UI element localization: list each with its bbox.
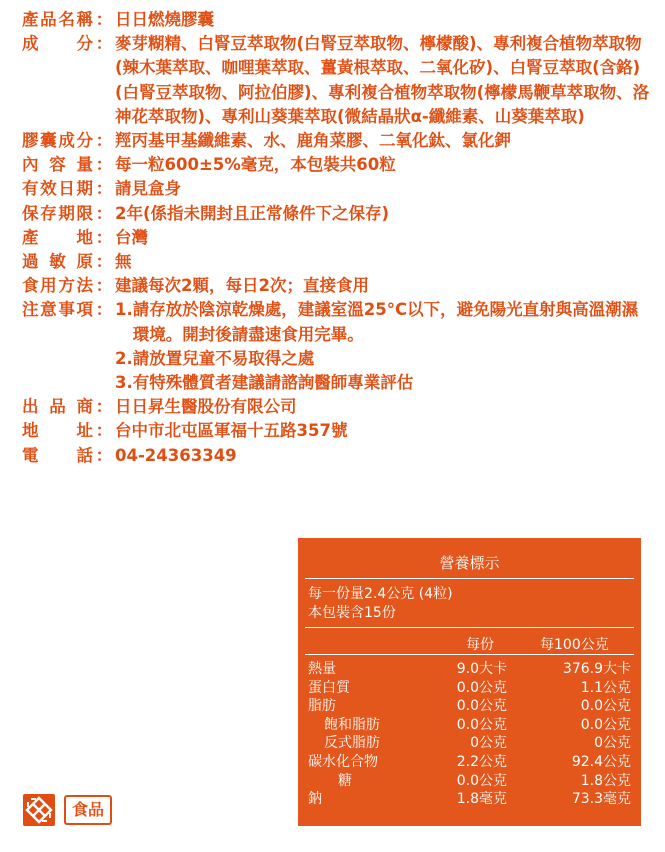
colon: ： (95, 445, 113, 465)
col-per-serving: 每份 (466, 637, 494, 653)
note-item (115, 298, 652, 346)
nutrition-panel (298, 538, 641, 826)
note-text: 請放置兒童不易取得之處 (132, 348, 315, 368)
recycle-icon (22, 793, 56, 827)
nutrient-name: 鈉 (308, 791, 322, 808)
phone: 04-24363349 (115, 445, 237, 465)
per-serving-value: 0.0公克 (456, 698, 507, 715)
label: 有效日期 (22, 179, 93, 199)
col-per-100g: 每100公克 (540, 637, 609, 653)
usage-row (22, 274, 652, 298)
per-100g-value: 0.0公克 (580, 698, 631, 715)
nutrition-row (308, 772, 631, 791)
allergen: 無 (115, 252, 132, 272)
maker: 日日昇生醫股份有限公司 (115, 397, 297, 417)
label: 產品名稱 (22, 10, 93, 29)
colon: ： (95, 397, 113, 417)
per-100g-value: 92.4公克 (571, 753, 631, 770)
label: 注意事項 (22, 300, 93, 320)
servings-per-pack: 本包裝含15份 (308, 605, 396, 621)
label: 保存期限 (22, 203, 93, 223)
label: 出品商 (22, 397, 93, 417)
colon: ： (95, 276, 113, 296)
address: 台中市北屯區軍福十五路357號 (115, 421, 348, 441)
nutrition-row (308, 679, 631, 698)
shelf-row (22, 202, 652, 226)
divider (305, 578, 634, 579)
note-number: 2. (115, 348, 133, 368)
nutrient-name: 糖 (338, 772, 352, 789)
nutrient-name: 飽和脂肪 (324, 716, 380, 733)
address-row (22, 419, 652, 443)
serving-info (308, 585, 453, 623)
note-number: 1. (115, 300, 133, 320)
note-item (115, 371, 652, 395)
notes-row (22, 298, 652, 395)
expiry: 請見盒身 (115, 179, 181, 199)
nutrient-name: 反式脂肪 (324, 735, 380, 752)
per-100g-value: 1.1公克 (580, 679, 631, 696)
nutrition-row (308, 716, 631, 735)
per-100g-value: 1.8公克 (580, 772, 631, 789)
per-100g-value: 73.3毫克 (571, 791, 631, 808)
colon: ： (95, 252, 113, 272)
per-serving-value: 0.0公克 (456, 772, 507, 789)
per-serving-value: 9.0大卡 (456, 661, 507, 677)
per-100g-value: 0公克 (594, 735, 631, 752)
colon: ： (95, 10, 113, 29)
divider (305, 654, 634, 655)
capsule-ingredients: 羥丙基甲基纖維素、水、鹿角菜膠、二氧化鈦、氯化鉀 (115, 131, 511, 151)
shelf-life: 2年(係指未開封且正常條件下之保存) (115, 203, 390, 223)
nutrition-title: 營養標示 (439, 554, 500, 572)
colon: ： (95, 203, 113, 223)
nutrition-row (308, 753, 631, 772)
label: 內容量 (22, 155, 93, 175)
divider (305, 627, 634, 628)
serving-size: 每一份量2.4公克 (4粒) (308, 586, 453, 602)
per-100g-value: 376.9大卡 (562, 661, 631, 677)
ingredients-row (22, 32, 652, 129)
capsule-row (22, 129, 652, 153)
note-text: 請存放於陰涼乾燥處，建議室溫25°C以下，避免陽光直射與高溫潮濕環境。開封後請盡速食用完畢。 (132, 300, 639, 344)
nutrient-name: 熱量 (308, 661, 336, 677)
nutrition-row (308, 790, 631, 809)
content-row (22, 153, 652, 177)
phone-row (22, 444, 652, 468)
origin-row (22, 226, 652, 250)
label: 成 分 (22, 34, 93, 54)
colon: ： (95, 421, 113, 441)
content: 每一粒600±5%毫克，本包裝共60粒 (115, 155, 396, 175)
colon: ： (95, 227, 113, 247)
nutrient-name: 碳水化合物 (308, 753, 378, 770)
product-name: 日日燃燒膠囊 (115, 10, 214, 29)
origin: 台灣 (115, 227, 148, 247)
note-number: 3. (115, 373, 133, 393)
colon: ： (95, 179, 113, 199)
per-serving-value: 2.2公克 (456, 753, 507, 770)
nutrient-name: 脂肪 (308, 698, 336, 715)
per-serving-value: 0.0公克 (456, 679, 507, 696)
colon: ： (95, 131, 113, 151)
nutrition-row (308, 734, 631, 753)
label: 產 地 (22, 227, 93, 247)
usage: 建議每次2顆，每日2次；直接食用 (115, 276, 369, 296)
nutrition-row (308, 697, 631, 716)
food-badge (22, 793, 112, 827)
food-label: 食品 (64, 795, 112, 825)
label: 過敏原 (22, 252, 93, 272)
per-serving-value: 0公克 (470, 735, 507, 752)
colon: ： (95, 155, 113, 175)
notes-list (115, 298, 652, 395)
ingredients: 麥芽糊精、白腎豆萃取物(白腎豆萃取物、檸檬酸)、專利複合植物萃取物(辣木葉萃取、咖哩葉萃取、薑黃根萃取、二氧化矽)、白腎豆萃取(含鉻)(白腎豆萃取物、阿拉伯膠)、專利複合植物萃取物(檸檬馬鞭草萃取物、洛神花萃取物)、專利山葵葉萃取(微結晶狀α-纖維素、山葵葉萃取) (115, 34, 650, 126)
label: 食用方法 (22, 276, 93, 296)
nutrient-name: 蛋白質 (308, 679, 350, 696)
nutrition-row (308, 660, 631, 679)
label: 地 址 (22, 421, 93, 441)
maker-row (22, 395, 652, 419)
product-info (22, 8, 652, 468)
colon: ： (95, 34, 113, 54)
note-text: 有特殊體質者建議請諮詢醫師專業評估 (132, 373, 414, 393)
colon: ： (95, 300, 113, 320)
label: 電 話 (22, 445, 93, 465)
per-serving-value: 1.8毫克 (456, 791, 507, 808)
name-row (22, 8, 652, 32)
per-serving-value: 0.0公克 (456, 716, 507, 733)
nutrition-rows (308, 660, 631, 809)
note-item (115, 347, 652, 371)
allergen-row (22, 250, 652, 274)
expiry-row (22, 177, 652, 201)
per-100g-value: 0.0公克 (580, 716, 631, 733)
label: 膠囊成分 (22, 131, 93, 151)
